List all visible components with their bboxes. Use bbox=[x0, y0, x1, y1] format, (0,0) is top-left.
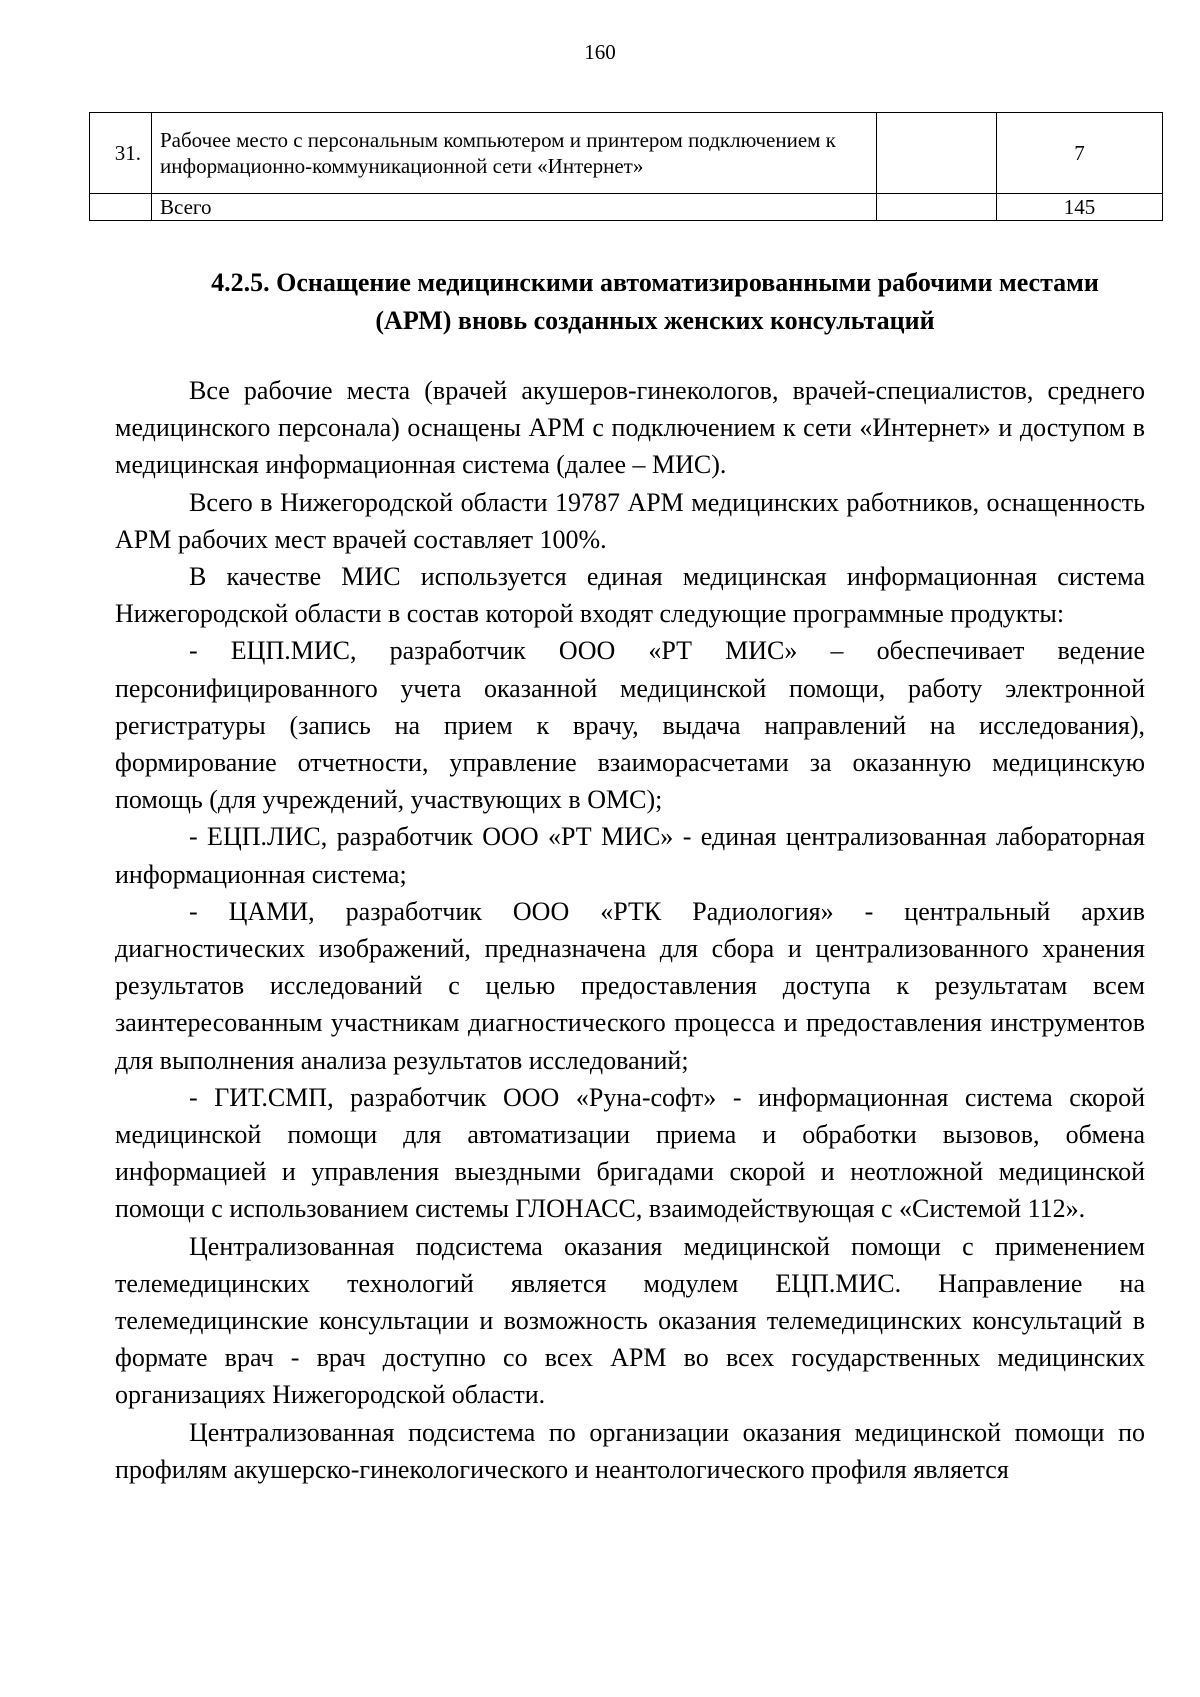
row-name-cell: Рабочее место с персональным компьютером и принтером подключением к информационно-коммуникационной сети «Интернет» bbox=[152, 113, 877, 194]
paragraph: - ЕЦП.МИС, разработчик ООО «РТ МИС» – обеспечивает ведение персонифицированного учета оказанной медицинской помощи, работу электронной регистратуры (запись на прием к врачу, выдача направлений на исследования), формирование отчетности, управление взаиморасчетами за оказанную медицинскую помощь (для учреждений, участвующих в ОМС); bbox=[115, 636, 1145, 815]
empty-cell bbox=[877, 194, 997, 221]
paragraph: Централизованная подсистема по организации оказания медицинской помощи по профилям акушерско-гинекологического и неантологического профиля является bbox=[115, 1417, 1145, 1484]
paragraph: В качестве МИС используется единая медицинская информационная система Нижегородской области в состав которой входят следующие программные продукты: bbox=[115, 562, 1145, 629]
empty-cell bbox=[877, 113, 997, 194]
row-value-cell: 145 bbox=[997, 194, 1163, 221]
equipment-table bbox=[89, 112, 1163, 221]
body-text bbox=[115, 372, 1145, 1488]
row-value-cell: 7 bbox=[997, 113, 1163, 194]
paragraph: Всего в Нижегородской области 19787 АРМ медицинских работников, оснащенность АРМ рабочих мест врачей составляет 100%. bbox=[115, 487, 1145, 554]
paragraph: Все рабочие места (врачей акушеров-гинекологов, врачей-специалистов, среднего медицинского персонала) оснащены АРМ с подключением к сети «Интернет» и доступом в медицинская информационная система (далее – МИС). bbox=[115, 376, 1145, 480]
section-title: 4.2.5. Оснащение медицинскими автоматизированными рабочими местами (АРМ) вновь созданных женских консультаций bbox=[211, 268, 1099, 335]
paragraph: Централизованная подсистема оказания медицинской помощи с применением телемедицинских технологий является модулем ЕЦП.МИС. Направление на телемедицинские консультации и возможность оказания телемедицинских консультаций в формате врач - врач доступно со всех АРМ во всех государственных медицинских организациях Нижегородской области. bbox=[115, 1231, 1145, 1410]
paragraph: - ЕЦП.ЛИС, разработчик ООО «РТ МИС» - единая централизованная лабораторная информационная система; bbox=[115, 822, 1145, 889]
row-name-cell: Всего bbox=[152, 194, 877, 221]
row-number-cell bbox=[90, 194, 152, 221]
paragraph: - ГИТ.СМП, разработчик ООО «Руна-софт» - информационная система скорой медицинской помощи для автоматизации приема и обработки вызовов, обмена информацией и управления выездными бригадами скорой и неотложной медицинской помощи с использованием системы ГЛОНАСС, взаимодействующая с «Системой 112». bbox=[115, 1082, 1145, 1224]
row-number-cell: 31. bbox=[90, 113, 152, 194]
page-number: 160 bbox=[584, 40, 616, 64]
paragraph: - ЦАМИ, разработчик ООО «РТК Радиология» - центральный архив диагностических изображений, предназначена для сбора и централизованного хранения результатов исследований с целью предоставления доступа к результатам всем заинтересованным участникам диагностического процесса и предоставления инструментов для выполнения анализа результатов исследований; bbox=[115, 896, 1145, 1075]
table-row bbox=[90, 113, 1163, 194]
table-row-total bbox=[90, 194, 1163, 221]
